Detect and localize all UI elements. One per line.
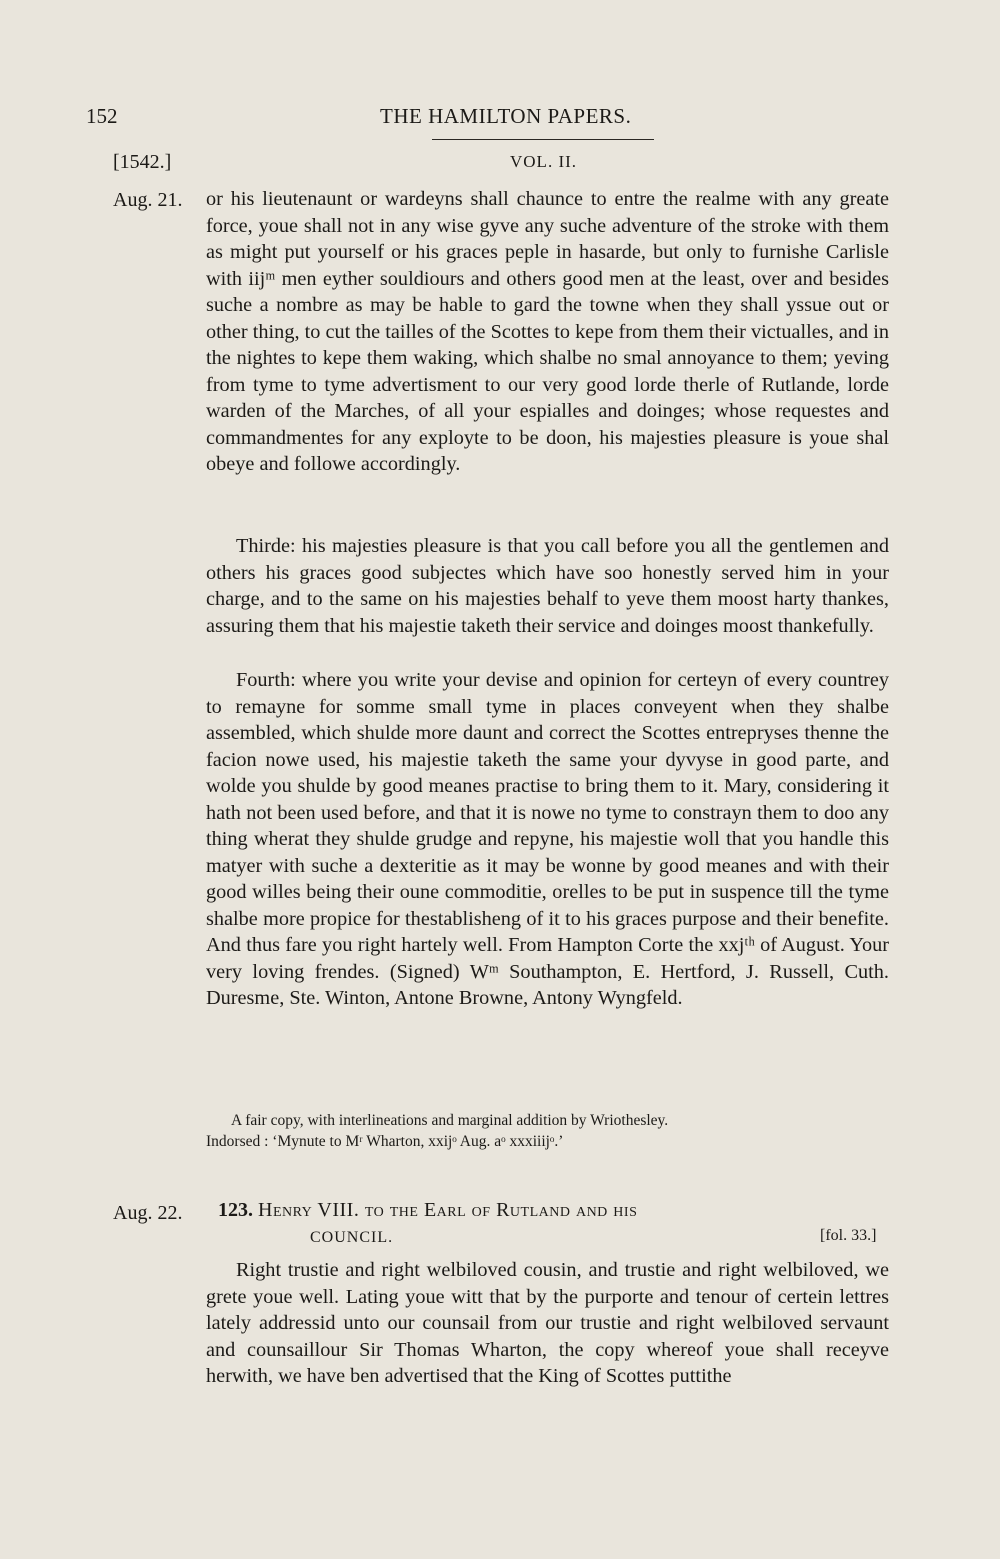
margin-date: Aug. 22. [113,1202,183,1224]
document-title: Henry VIII. to the Earl of Rutland and his [258,1199,638,1221]
editorial-note [206,1110,889,1152]
title-rule [432,139,654,140]
year-note: [1542.] [113,151,172,173]
folio-reference: [fol. 33.] [820,1227,877,1244]
body-paragraph: Right trustie and right welbiloved cousin, and trustie and right welbiloved, we grete youe well. Lating youe witt that by the purporte and tenour of certein lettres lately addressid unto our counsail from our trustie and right welbiloved servaunt and counsaillour Sir Thomas Wharton, the copy whereof youe shall receyve herwith, we have ben advertised that the King of Scottes puttithe [206,1259,889,1387]
margin-date: Aug. 21. [113,189,183,211]
editorial-note-line: A fair copy, with interlineations and marginal addition by Wriothesley. [231,1112,669,1129]
running-title: THE HAMILTON PAPERS. [380,104,632,128]
body-paragraph: Fourth: where you write your devise and opinion for certeyn of every countrey to remayne for somme small tyme in places conveyent when they shalbe assembled, which shulde more daunt and correct the Scottes entrepryses thenne the facion nowe used, his majestie taketh the same your dyvyse in good parte, and wolde you shulde by good meanes practise to bring them to it. Mary, considering it hath not been used before, and that it is nowe no tyme to constrayn them to doo any thing wherat they shulde grudge and repyne, his majestie woll that you handle this matyer with suche a dexteritie as it may be wonne by good meanes and with their good willes being their oune commoditie, orelles to be put in suspence till the tyme shalbe more propice for thestablisheng of it to his graces purpose and their benefite. And thus fare you right hartely well. From Hampton Corte the xxjᵗʰ of August. Your very loving frendes. (Signed) Wᵐ Southampton, E. Hertford, J. Russell, Cuth. Duresme, Ste. Winton, Antone Browne, Antony Wyngfeld. [206,669,889,1009]
document-title-continued: COUNCIL. [310,1229,394,1246]
document-number: 123. [218,1199,253,1221]
volume-label: VOL. II. [510,152,578,171]
body-paragraph: or his lieutenaunt or wardeyns shall chaunce to entre the realme with any greate force, youe shall not in any wise gyve any suche adventure of the stroke with them as might put yourself or his graces peple in hasarde, but only to furnishe Carlisle with iijᵐ men eyther souldiours and others good men at the least, over and besides suche a nombre as may be hable to gard the towne when they shall yssue out or other thing, to cut the tailles of the Scottes to kepe from them their victualles, and in the nightes to kepe them waking, which shalbe no smal annoyance to them; yeving from tyme to tyme advertisment to our very good lorde therle of Rutlande, lorde warden of the Marches, of all your espialles and doinges; whose requestes and commandmentes for any exployte to be doon, his majesties pleasure is youe shal obeye and followe accordingly. [206,188,889,475]
editorial-note-line: Indorsed : ‘Mynute to Mʳ Wharton, xxijᵒ Aug. aᵒ xxxiiijᵒ.’ [206,1133,564,1150]
page-number: 152 [86,104,118,128]
document-heading [218,1199,889,1222]
body-paragraph: Thirde: his majesties pleasure is that you call before you all the gentlemen and others his graces good subjectes which have soo honestly served him in your charge, and to the same on his majesties behalf to yeve them moost harty thankes, assuring them that his majestie taketh their service and doinges moost thankefully. [206,535,889,637]
